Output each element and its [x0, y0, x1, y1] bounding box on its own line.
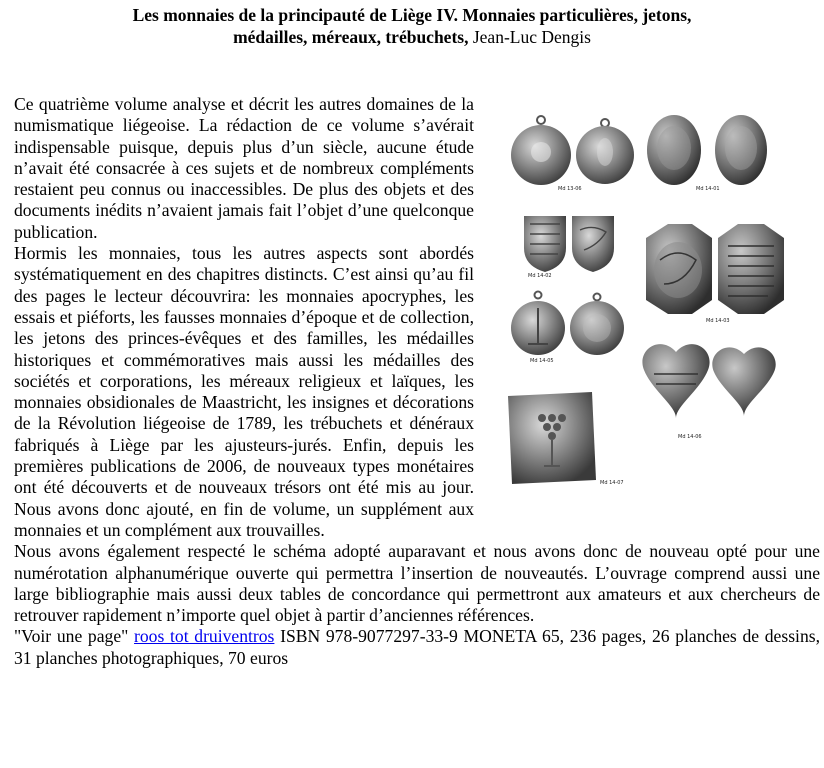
author: Jean-Luc Dengis: [472, 27, 591, 47]
plate-label-md-14-05: Md 14-05: [530, 358, 554, 364]
plate-label-md-14-07: Md 14-07: [600, 480, 624, 486]
paragraph-structure: Nous avons également respecté le schéma adopté auparavant et nous avons donc de nouveau opté pour une numérotation alphanumérique ouverte qui permettra l’insertion de nouveautés. L’ouvrage comprend aussi une large bibliographie mais aussi deux tables de concordance qui permettront aux amateurs et aux chercheurs de retrouver rapidement n’importe quel objet à partir d’anciennes références.: [14, 541, 820, 626]
voir-une-page-text: "Voir une page": [14, 626, 129, 647]
book-title: [0, 4, 824, 48]
description: [14, 94, 820, 669]
paragraph-contents: Hormis les monnaies, tous les autres aspects sont abordés systématiquement en des chapitres distincts. C’est ainsi qu’au fil des pages le lecteur découvrira: les monnaies apocryphes, les essais et piéforts, les fausses monnaies d’époque et de collection, les jetons des princes-évêques et des familles, les médailles historiques et commémoratives mais aussi les médailles des sociétés et corporations, les méreaux religieux et laïques, les monnaies obsidionales de Maastricht, les insignes et décorations de la Révolution liégeoise de 1789, les trébuchets et dénéraux fabriqués à Liège par les ajusteurs-jurés. Enfin, depuis les premières publications de 2006, de nouveaux types monétaires ont été découverts et de nouveaux trésors ont été mis au jour. Nous avons donc ajouté, en fin de volume, un supplément aux monnaies et un complément aux trouvailles.: [14, 243, 474, 540]
title-bold: Les monnaies de la principauté de Liège IV. Monnaies particulières, jetons,: [132, 5, 692, 25]
isbn-details: ISBN 978-9077297-33-9 MONETA 65, 236 pages, 26 planches de dessins, 31 planches photographiques, 70 euros: [14, 626, 820, 668]
plate-label-md-14-02: Md 14-02: [528, 273, 552, 279]
paragraph-intro: Ce quatrième volume analyse et décrit les autres domaines de la numismatique liégeoise. La rédaction de ce volume s’avérait indispensable puisque, depuis plus d’un siècle, aucune étude n’avait été consacrée à ces sujets et de nombreux compléments restaient peu connus ou inaccessibles. De plus des objets et des documents inédits n’avaient jamais fait l’objet d’une quelconque publication.: [14, 94, 474, 242]
plate-label-md-14-01: Md 14-01: [696, 186, 720, 192]
plate-label-md-13-06: Md 13-06: [558, 186, 582, 192]
title-bold-2: médailles, méreaux, trébuchets,: [233, 27, 469, 47]
plate-label-md-14-06: Md 14-06: [678, 434, 702, 440]
footer-info: [14, 626, 820, 669]
plate-label-md-14-03: Md 14-03: [706, 318, 730, 324]
roos-link[interactable]: roos tot druiventros: [134, 626, 275, 647]
